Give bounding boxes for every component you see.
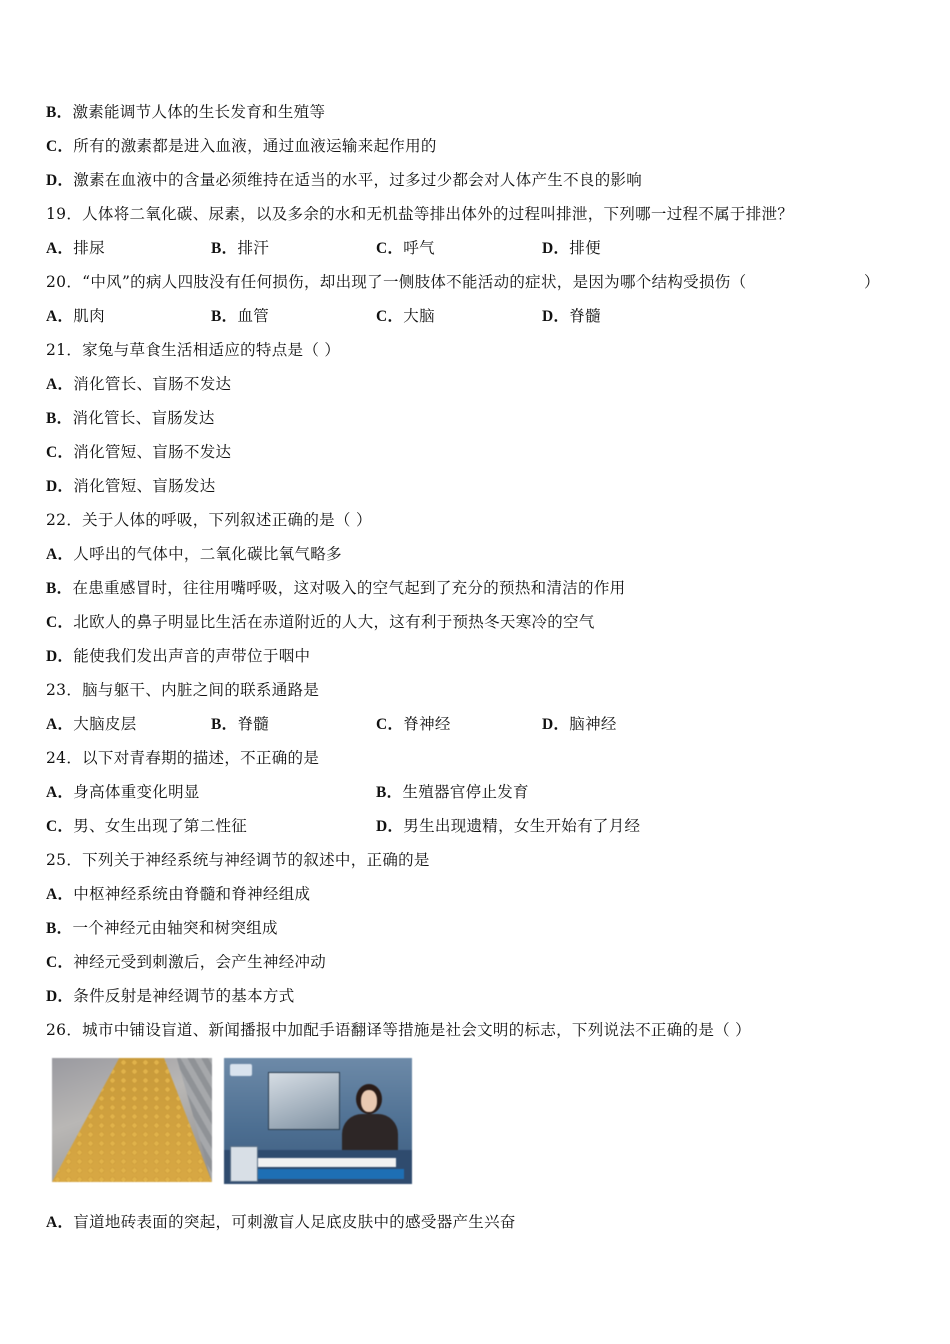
option-d: D．脊髓 (542, 307, 601, 325)
question-23-options (46, 714, 926, 734)
question-22-option-c: C．北欧人的鼻子明显比生活在赤道附近的人大，这有利于预热冬天寒冷的空气 (46, 613, 595, 631)
option-c-line (46, 136, 437, 157)
option-b: B．排汗 (211, 239, 270, 257)
question-21-option-c: C．消化管短、盲肠不发达 (46, 443, 232, 461)
sign-language-inset (230, 1146, 258, 1182)
question-21-stem: 21．家兔与草食生活相适应的特点是（ ） (46, 341, 341, 359)
question-22-option-a: A．人呼出的气体中，二氧化碳比氧气略多 (46, 545, 342, 563)
news-ticker-top (246, 1158, 396, 1167)
option-d-line (46, 170, 642, 191)
question-24-options-ab (46, 782, 926, 802)
option-text: 所有的激素都是进入血液，通过血液运输来起作用的 (73, 137, 437, 155)
question-23-stem: 23．脑与躯干、内脏之间的联系通路是 (46, 681, 320, 699)
question-25-option-a: A．中枢神经系统由脊髓和脊神经组成 (46, 885, 311, 903)
question-25-option-b: B．一个神经元由轴突和树突组成 (46, 919, 278, 937)
question-20-stem: 20．“中风”的病人四肢没有任何损伤，却出现了一侧肢体不能活动的症状，是因为哪个结构受损伤（ (46, 273, 747, 291)
option-a: A．排尿 (46, 239, 105, 257)
option-a: A．大脑皮层 (46, 715, 137, 733)
question-21-option-d: D．消化管短、盲肠发达 (46, 477, 216, 495)
option-text: 激素能调节人体的生长发育和生殖等 (72, 103, 326, 121)
option-d: D．脑神经 (542, 715, 617, 733)
option-b: B．脊髓 (211, 715, 270, 733)
news-broadcast-photo (224, 1058, 412, 1184)
option-c: C．脊神经 (376, 715, 451, 733)
option-label: C． (46, 138, 74, 155)
option-b-line (46, 102, 325, 123)
option-d: D．男生出现遗精，女生开始有了月经 (376, 817, 641, 835)
option-c: C．大脑 (376, 307, 435, 325)
question-21-option-a: A．消化管长、盲肠不发达 (46, 375, 232, 393)
option-text: 激素在血液中的含量必须维持在适当的水平，过多过少都会对人体产生不良的影响 (73, 171, 643, 189)
anchor-face (361, 1090, 377, 1112)
option-c: C．呼气 (376, 239, 435, 257)
news-ticker-bottom (254, 1169, 404, 1179)
news-inset-frame (268, 1072, 340, 1130)
question-20-options (46, 306, 926, 326)
question-26-option-a: A．盲道地砖表面的突起，可刺激盲人足底皮肤中的感受器产生兴奋 (46, 1213, 516, 1231)
question-21-option-b: B．消化管长、盲肠发达 (46, 409, 215, 427)
question-19-options (46, 238, 926, 258)
tactile-paving-photo (52, 1058, 212, 1182)
question-24-options-cd (46, 816, 926, 836)
question-24-stem: 24．以下对青春期的描述，不正确的是 (46, 749, 320, 767)
option-b: B．血管 (211, 307, 270, 325)
question-22-option-d: D．能使我们发出声音的声带位于咽中 (46, 647, 311, 665)
question-22-option-b: B．在患重感冒时，往往用嘴呼吸，这对吸入的空气起到了充分的预热和清洁的作用 (46, 579, 626, 597)
option-d: D．排便 (542, 239, 601, 257)
channel-logo-icon (230, 1064, 252, 1076)
question-25-option-d: D．条件反射是神经调节的基本方式 (46, 987, 295, 1005)
question-25-option-c: C．神经元受到刺激后，会产生神经冲动 (46, 953, 327, 971)
option-c: C．男、女生出现了第二性征 (46, 817, 248, 835)
question-22-stem: 22．关于人体的呼吸，下列叙述正确的是（ ） (46, 511, 372, 529)
option-label: D． (46, 172, 74, 189)
question-26-stem: 26．城市中铺设盲道、新闻播报中加配手语翻译等措施是社会文明的标志，下列说法不正确的是（ ） (46, 1021, 751, 1039)
question-20-close-paren: ） (864, 273, 880, 291)
option-label: B． (46, 104, 73, 121)
option-a: A．肌肉 (46, 307, 105, 325)
option-b: B．生殖器官停止发育 (376, 783, 529, 801)
option-a: A．身高体重变化明显 (46, 783, 200, 801)
question-19-stem: 19．人体将二氧化碳、尿素，以及多余的水和无机盐等排出体外的过程叫排泄，下列哪一过程不属于排泄？ (46, 205, 794, 223)
question-25-stem: 25．下列关于神经系统与神经调节的叙述中，正确的是 (46, 851, 430, 869)
